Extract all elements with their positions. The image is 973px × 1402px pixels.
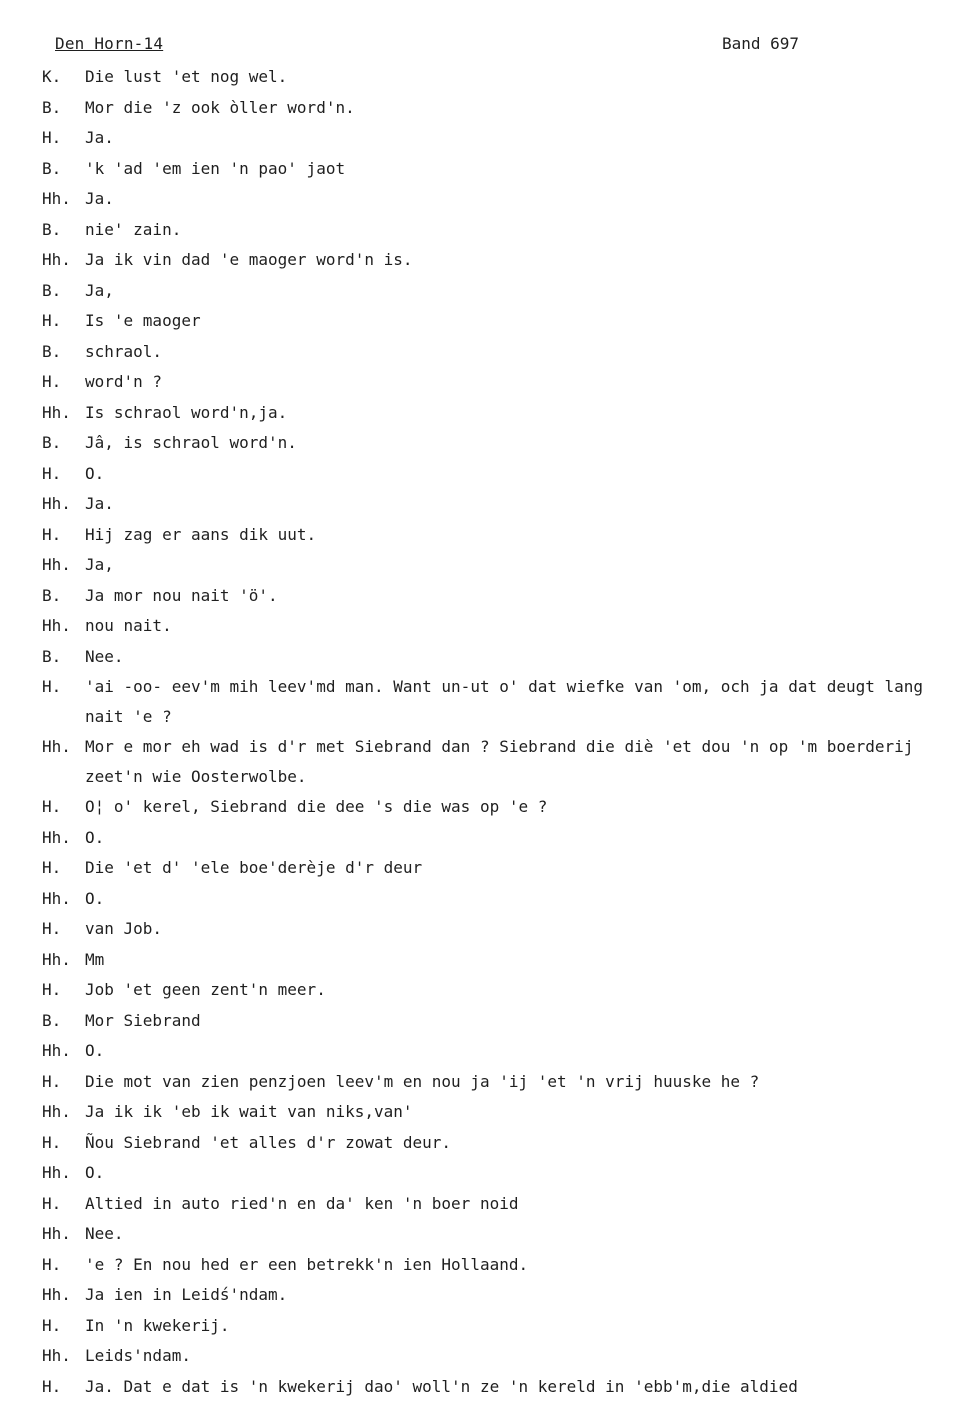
utterance-text: 'e ? En nou hed er een betrekk'n ien Hollaand. [85, 1255, 528, 1274]
speaker-label: H. [42, 792, 84, 823]
speaker-label: B. [42, 215, 84, 246]
utterance-text: Mor Siebrand [85, 1011, 201, 1030]
transcript-line [42, 93, 933, 124]
speaker-label: Hh. [42, 732, 84, 763]
speaker-label: H. [42, 853, 84, 884]
transcript-line [42, 945, 933, 976]
transcript-line [42, 550, 933, 581]
transcript-line [42, 1219, 933, 1250]
utterance-text: Is schraol word'n,ja. [85, 403, 287, 422]
transcript-line [42, 154, 933, 185]
speaker-label: Hh. [42, 550, 84, 581]
transcript-line [42, 914, 933, 945]
speaker-label: Hh. [42, 1341, 84, 1372]
speaker-label: Hh. [42, 1158, 84, 1189]
utterance-text: Ja. Dat e dat is 'n kwekerij dao' woll'n ze 'n kereld in 'ebb'm,die aldied [85, 1377, 798, 1396]
transcript-lines [42, 62, 933, 1402]
transcript-line [42, 823, 933, 854]
transcript-line [42, 975, 933, 1006]
transcript-line [42, 1311, 933, 1342]
utterance-text: Jâ, is schraol word'n. [85, 433, 297, 452]
speaker-label: Hh. [42, 823, 84, 854]
speaker-label: H. [42, 914, 84, 945]
speaker-label: H. [42, 306, 84, 337]
transcript-line [42, 428, 933, 459]
speaker-label: H. [42, 1189, 84, 1220]
transcript-line [42, 853, 933, 884]
transcript-line [42, 276, 933, 307]
utterance-text: O. [85, 464, 104, 483]
transcript-line [42, 337, 933, 368]
document-title: Den Horn-14 [55, 34, 163, 53]
transcript-line [42, 611, 933, 642]
transcript-line [42, 520, 933, 551]
speaker-label: Hh. [42, 398, 84, 429]
speaker-label: B. [42, 581, 84, 612]
transcript-line [42, 1341, 933, 1372]
speaker-label: H. [42, 459, 84, 490]
tape-number: Band 697 [722, 34, 799, 53]
transcript-line [42, 184, 933, 215]
utterance-text: Ñou Siebrand 'et alles d'r zowat deur. [85, 1133, 451, 1152]
transcript-line [42, 1250, 933, 1281]
speaker-label: H. [42, 975, 84, 1006]
utterance-text: O. [85, 889, 104, 908]
utterance-text: Mor e mor eh wad is d'r met Siebrand dan ? Siebrand die diè 'et dou 'n op 'm boerderij zeet'n wie Oosterwolbe. [85, 732, 933, 792]
utterance-text: Ja. [85, 494, 114, 513]
speaker-label: H. [42, 1128, 84, 1159]
transcript-line [42, 1158, 933, 1189]
transcript-line [42, 459, 933, 490]
transcript-line [42, 732, 933, 792]
utterance-text: Ja ien in Leidś'ndam. [85, 1285, 287, 1304]
speaker-label: B. [42, 1006, 84, 1037]
utterance-text: Die lust 'et nog wel. [85, 67, 287, 86]
transcript-line [42, 1189, 933, 1220]
utterance-text: Die 'et d' 'ele boe'derèje d'r deur [85, 858, 422, 877]
transcript-line [42, 398, 933, 429]
utterance-text: Ja. [85, 189, 114, 208]
speaker-label: H. [42, 672, 84, 703]
utterance-text: Hij zag er aans dik uut. [85, 525, 316, 544]
utterance-text: 'ai -oo- eev'm mih leev'md man. Want un-ut o' dat wiefke van 'om, och ja dat deugt lang nait 'e ? [85, 672, 933, 732]
speaker-label: Hh. [42, 489, 84, 520]
speaker-label: B. [42, 154, 84, 185]
utterance-text: schraol. [85, 342, 162, 361]
speaker-label: Hh. [42, 1280, 84, 1311]
utterance-text: 'k 'ad 'em ien 'n pao' jaot [85, 159, 345, 178]
speaker-label: B. [42, 428, 84, 459]
speaker-label: H. [42, 123, 84, 154]
utterance-text: Nee. [85, 647, 124, 666]
transcript-line [42, 1372, 933, 1402]
transcript-line [42, 215, 933, 246]
speaker-label: B. [42, 276, 84, 307]
speaker-label: H. [42, 1250, 84, 1281]
speaker-label: Hh. [42, 1097, 84, 1128]
transcript-line [42, 489, 933, 520]
transcript-line [42, 367, 933, 398]
utterance-text: O¦ o' kerel, Siebrand die dee 's die was op 'e ? [85, 797, 547, 816]
speaker-label: Hh. [42, 884, 84, 915]
transcript-line [42, 1036, 933, 1067]
utterance-text: Ja, [85, 555, 114, 574]
utterance-text: Leids'ndam. [85, 1346, 191, 1365]
utterance-text: O. [85, 1041, 104, 1060]
utterance-text: Ja. [85, 128, 114, 147]
utterance-text: Altied in auto ried'n en da' ken 'n boer noid [85, 1194, 518, 1213]
utterance-text: O. [85, 1163, 104, 1182]
utterance-text: Mor die 'z ook òller word'n. [85, 98, 355, 117]
transcript-line [42, 1280, 933, 1311]
speaker-label: Hh. [42, 1219, 84, 1250]
transcript-line [42, 245, 933, 276]
speaker-label: H. [42, 367, 84, 398]
utterance-text: Die mot van zien penzjoen leev'm en nou ja 'ij 'et 'n vrij huuske he ? [85, 1072, 759, 1091]
transcript-line [42, 1097, 933, 1128]
utterance-text: Mm [85, 950, 104, 969]
transcript-line [42, 1128, 933, 1159]
utterance-text: word'n ? [85, 372, 162, 391]
transcript-line [42, 62, 933, 93]
utterance-text: O. [85, 828, 104, 847]
transcript-line [42, 792, 933, 823]
transcript-line [42, 123, 933, 154]
speaker-label: Hh. [42, 945, 84, 976]
utterance-text: Is 'e maoger [85, 311, 201, 330]
speaker-label: H. [42, 1372, 84, 1402]
utterance-text: In 'n kwekerij. [85, 1316, 230, 1335]
transcript-line [42, 581, 933, 612]
transcript-line [42, 884, 933, 915]
speaker-label: H. [42, 1067, 84, 1098]
utterance-text: van Job. [85, 919, 162, 938]
speaker-label: B. [42, 642, 84, 673]
utterance-text: Ja ik ik 'eb ik wait van niks,van' [85, 1102, 413, 1121]
speaker-label: H. [42, 520, 84, 551]
utterance-text: Job 'et geen zent'n meer. [85, 980, 326, 999]
speaker-label: K. [42, 62, 84, 93]
utterance-text: Nee. [85, 1224, 124, 1243]
transcript-line [42, 306, 933, 337]
transcript-line [42, 672, 933, 732]
transcript-line [42, 1067, 933, 1098]
transcript-line [42, 1006, 933, 1037]
speaker-label: B. [42, 93, 84, 124]
speaker-label: Hh. [42, 611, 84, 642]
speaker-label: Hh. [42, 184, 84, 215]
transcript-line [42, 642, 933, 673]
speaker-label: Hh. [42, 245, 84, 276]
speaker-label: H. [42, 1311, 84, 1342]
utterance-text: nou nait. [85, 616, 172, 635]
utterance-text: Ja mor nou nait 'ö'. [85, 586, 278, 605]
utterance-text: nie' zain. [85, 220, 181, 239]
speaker-label: B. [42, 337, 84, 368]
utterance-text: Ja, [85, 281, 114, 300]
utterance-text: Ja ik vin dad 'e maoger word'n is. [85, 250, 413, 269]
speaker-label: Hh. [42, 1036, 84, 1067]
